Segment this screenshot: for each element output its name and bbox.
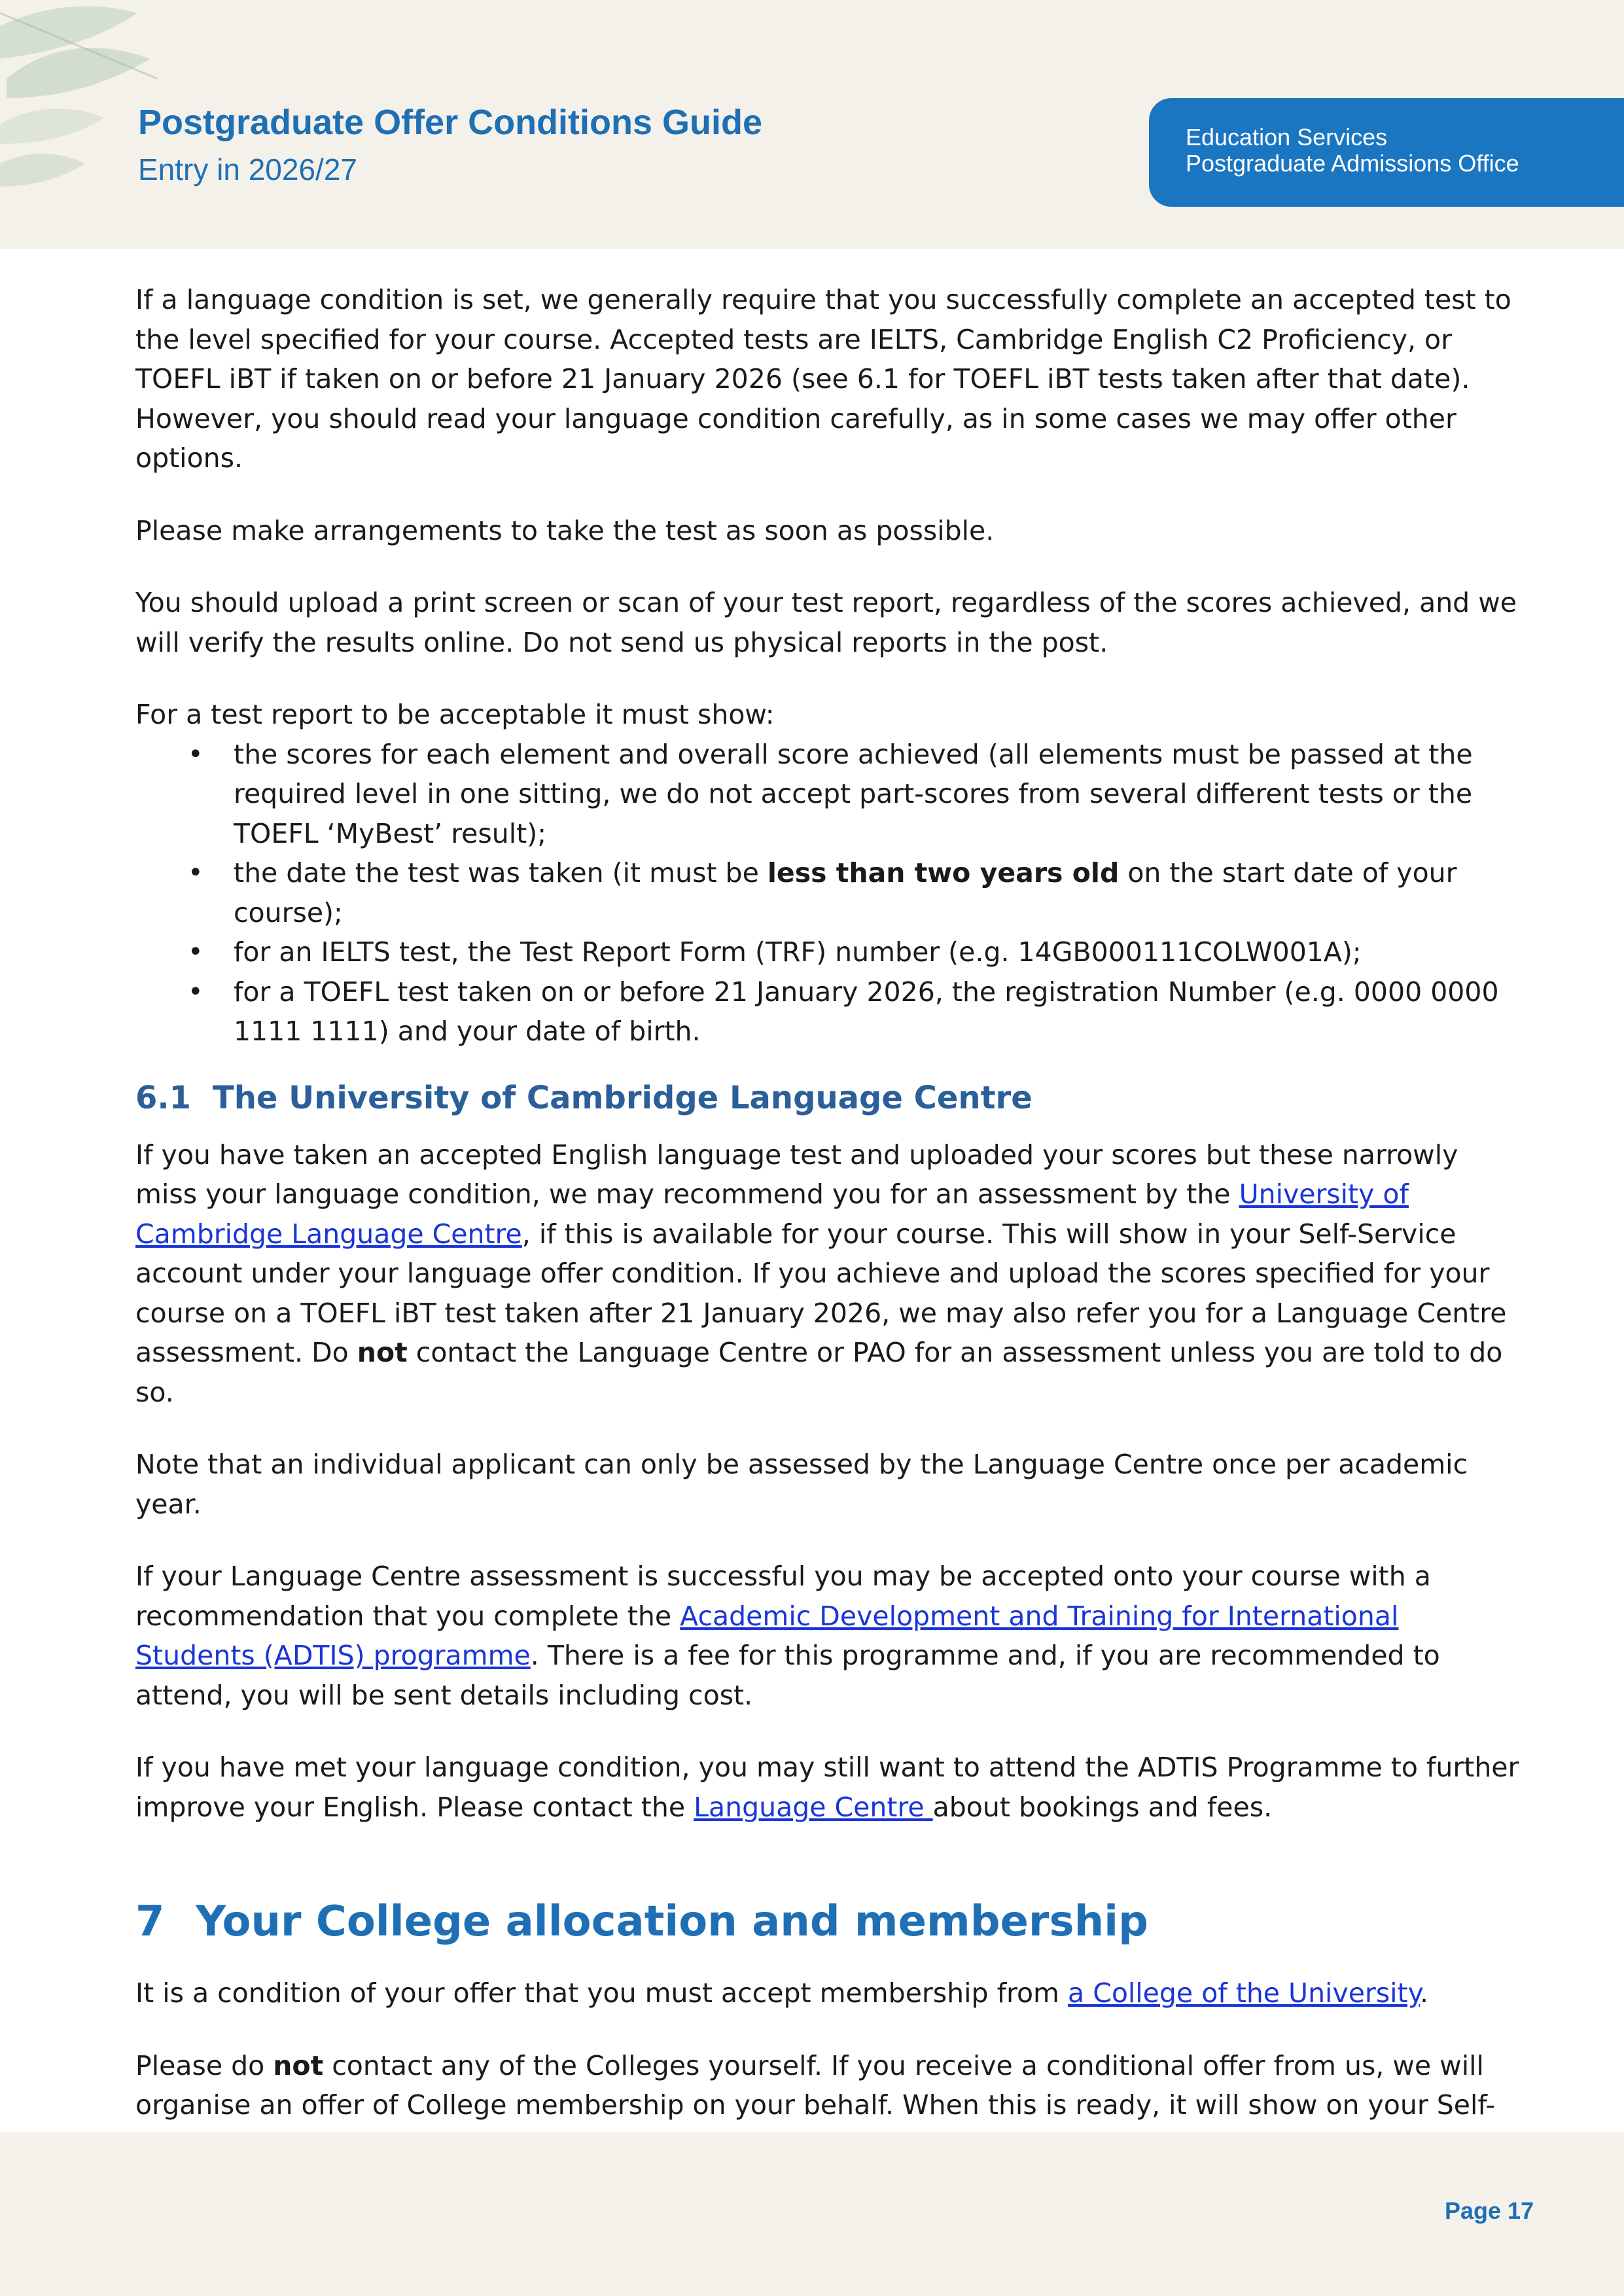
page-footer xyxy=(0,2132,1624,2296)
language-centre-link[interactable]: University of Cambridge Language Centre xyxy=(135,1178,1409,1250)
intro-paragraph-4: For a test report to be acceptable it must show: xyxy=(135,699,775,730)
section-6-1-heading xyxy=(135,1075,1523,1121)
list-item xyxy=(135,972,1523,1051)
section-number: 7 xyxy=(135,1898,165,1946)
section-title: Your College allocation and membership xyxy=(196,1898,1148,1946)
section-6-1-paragraph-1 xyxy=(135,1135,1523,1413)
section-7-heading xyxy=(135,1892,1523,1951)
section-6-1-paragraph-4 xyxy=(135,1748,1523,1827)
paragraph-text: , if this is available for your course. This will show in your Self-Service account under your language offer condition. If you achieve and upload the scores specified for your course on a TOEFL iBT test taken after 21 January 2026, we may also refer you for a Language Centre assessment. Do xyxy=(135,1218,1507,1368)
college-link[interactable]: a College of the University xyxy=(1068,1977,1421,2009)
paragraph-text: If you have met your language condition, you may still want to attend the ADTIS Programme to further improve your English. Please contact the xyxy=(135,1752,1519,1823)
adtis-programme-link[interactable]: Academic Development and Training for International Students (ADTIS) programme xyxy=(135,1600,1399,1671)
section-7-paragraph-2 xyxy=(135,2046,1523,2125)
list-item-text: the date the test was taken (it must be xyxy=(234,857,768,889)
document-title: Postgraduate Offer Conditions Guide xyxy=(138,103,763,142)
list-item-text: for an IELTS test, the Test Report Form (TRF) number (e.g. 14GB000111COLW001A); xyxy=(234,936,1362,968)
office-line-education-services: Education Services xyxy=(1186,124,1388,150)
office-badge xyxy=(1149,98,1624,207)
paragraph-text: contact the Language Centre or PAO for an assessment unless you are told to do so. xyxy=(135,1337,1503,1408)
section-6-1-paragraph-2: Note that an individual applicant can only be assessed by the Language Centre once per academic year. xyxy=(135,1449,1468,1520)
intro-paragraph-2: Please make arrangements to take the test as soon as possible. xyxy=(135,514,995,546)
paragraph-text: It is a condition of your offer that you must accept membership from xyxy=(135,1977,1068,2009)
paragraph-text: Please do xyxy=(135,2049,274,2081)
page-header xyxy=(0,0,1624,249)
paragraph-text: contact any of the Colleges yourself. If you receive a conditional offer from us, we will organise an offer of College membership on your behalf. When this is ready, it will show on your Self- xyxy=(135,2049,1496,2121)
document-subtitle: Entry in 2026/27 xyxy=(138,152,358,186)
section-number: 6.1 xyxy=(135,1079,192,1116)
list-item-text: the scores for each element and overall score achieved (all elements must be passed at the required level in one sitting, we do not accept part-scores from several different tests or the TOEFL ‘MyBest’ result); xyxy=(234,738,1473,849)
list-item-text: for a TOEFL test taken on or before 21 January 2026, the registration Number (e.g. 0000 0000 1111 1111) and your date of birth. xyxy=(234,976,1499,1047)
requirements-list xyxy=(135,735,1523,1051)
paragraph-text: If your Language Centre assessment is successful you may be accepted onto your course with a recommendation that you complete the xyxy=(135,1561,1431,1632)
section-title: The University of Cambridge Language Centre xyxy=(213,1079,1033,1116)
office-line-admissions-office: Postgraduate Admissions Office xyxy=(1186,150,1519,177)
intro-paragraph-3: You should upload a print screen or scan of your test report, regardless of the scores achieved, and we will verify the results online. Do not send us physical reports in the post. xyxy=(135,587,1517,658)
paragraph-bold-text: not xyxy=(357,1337,408,1368)
list-item xyxy=(135,853,1523,932)
intro-paragraph-1: If a language condition is set, we generally require that you successfully complete an accepted test to the level specified for your course. Accepted tests are IELTS, Cambridge English C2 Proficiency, or TOEFL iBT if taken on or before 21 January 2026 (see 6.1 for TOEFL iBT tests taken after that date). However, you should read your language condition carefully, as in some cases we may offer other options. xyxy=(135,284,1511,474)
paragraph-text: . There is a fee for this programme and, if you are recommended to attend, you will be sent details including cost. xyxy=(135,1640,1440,1711)
list-item xyxy=(135,735,1523,854)
page-number: Page 17 xyxy=(1445,2197,1534,2224)
section-6-1-paragraph-3 xyxy=(135,1557,1523,1715)
language-centre-contact-link[interactable]: Language Centre xyxy=(694,1791,933,1823)
page-content xyxy=(135,280,1523,2158)
list-item-text: on the start date of your course); xyxy=(234,857,1457,928)
list-item xyxy=(135,932,1523,972)
paragraph-text: If you have taken an accepted English language test and uploaded your scores but these narrowly miss your language condition, we may recommend you for an assessment by the xyxy=(135,1139,1458,1210)
section-7-paragraph-1 xyxy=(135,1973,1523,2013)
paragraph-text: . xyxy=(1420,1977,1429,2009)
list-item-bold-text: less than two years old xyxy=(767,857,1120,889)
paragraph-bold-text: not xyxy=(273,2049,324,2081)
paragraph-text: about bookings and fees. xyxy=(932,1791,1273,1823)
